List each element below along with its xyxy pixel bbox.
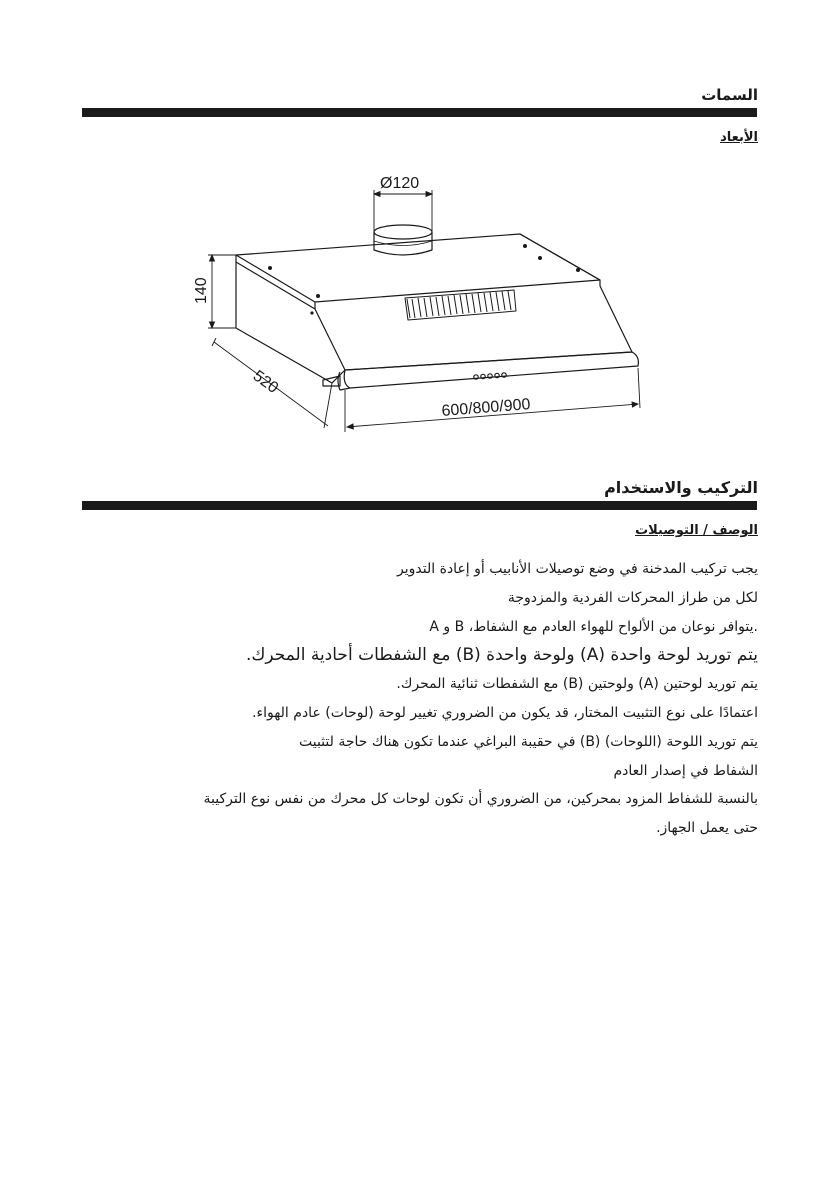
hood-front-strip [344,352,638,388]
body-line: .يتوافر نوعان من الألواح للهواء العادم مع الشفاط، B و A [429,618,758,635]
body-line: لكل من طراز المحركات الفردية والمزدوجة [507,589,758,606]
connections-subheading: الوصف / التوصيلات [635,523,758,538]
body-line: حتى يعمل الجهاز. [656,820,758,837]
body-line: يتم توريد لوحة واحدة (A) ولوحة واحدة (B) مع الشفطات أحادية المحرك. [245,645,758,666]
height-label: 140 [193,277,210,304]
body-line: يتم توريد اللوحة (اللوحات) (B) في حقيبة البراغي عندما تكون هناك حاجة لتثبيت [298,733,758,750]
hood-back-rim [520,234,600,286]
features-heading: السمات [701,86,758,104]
duct-collar [374,225,432,255]
body-line: يجب تركيب المدخنة في وضع توصيلات الأنابيب أو إعادة التدوير [397,561,758,577]
dimensions-subheading: الأبعاد [720,130,758,145]
body-line: يتم توريد لوحتين (A) ولوحتين (B) مع الشفطات ثنائية المحرك. [396,676,758,693]
features-rule [82,108,757,117]
installation-instructions [78,555,758,843]
duct-diameter-label: Ø120 [380,175,420,192]
installation-rule [82,501,757,510]
hood-side-panel [236,262,345,383]
body-line: اعتمادًا على نوع التثبيت المختار، قد يكون من الضروري تغيير لوحة (لوحات) عادم الهواء. [252,704,758,721]
hood-vent-slots [405,290,516,320]
range-hood-dimension-diagram [180,160,660,440]
width-label: 600/800/900 [440,396,532,420]
installation-heading: التركيب والاستخدام [604,478,758,497]
depth-label: 520 [249,367,282,397]
hood-top-rim [236,255,315,309]
body-line: الشفاط في إصدار العادم [613,762,758,779]
body-line: بالنسبة للشفاط المزود بمحركين، من الضروري أن تكون لوحات كل محرك من نفس نوع التركيبة [203,791,758,808]
